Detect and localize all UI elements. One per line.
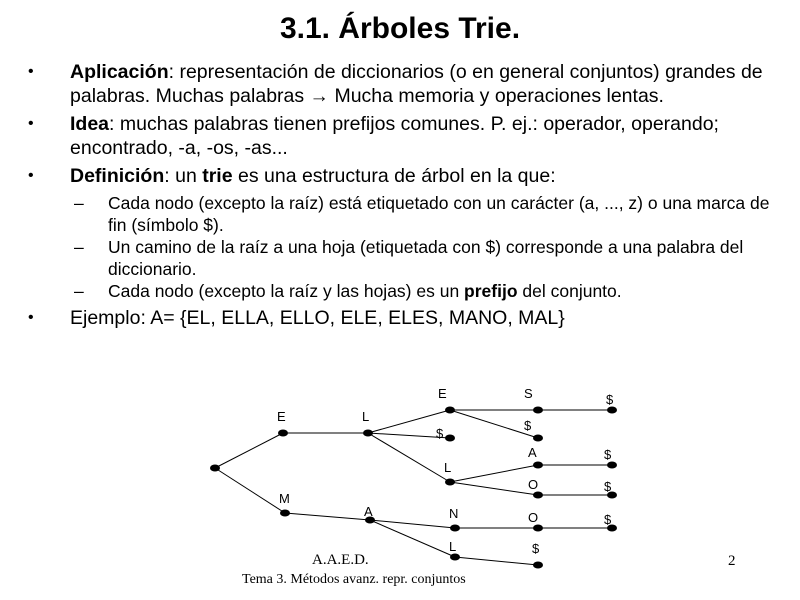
slide-title: 3.1. Árboles Trie. — [279, 12, 521, 45]
trie-node-label: O — [528, 510, 539, 525]
sub-text: del conjunto. — [517, 281, 622, 301]
trie-node-label: L — [362, 409, 370, 424]
trie-node-label: O — [528, 477, 539, 492]
trie-node-label: L — [449, 539, 457, 554]
bullet-text: : muchas palabras tienen prefijos comunes. P. ej.: operador, operando; encontrado, -a, -os, -as... — [70, 113, 719, 159]
trie-node-ele-end — [533, 435, 543, 442]
trie-edge — [215, 468, 285, 513]
trie-node-label: N — [449, 506, 459, 521]
trie-node-label: A — [528, 445, 537, 460]
sub-text: Un camino de la raíz a una hoja (etiquetada con $) corresponde a una palabra del diccionario. — [108, 237, 744, 279]
sub-text: Cada nodo (excepto la raíz y las hojas) es un — [108, 281, 465, 301]
bullet-term: trie — [202, 165, 233, 187]
trie-node-ell — [445, 479, 455, 486]
trie-edges — [215, 410, 612, 565]
trie-node-man — [450, 525, 460, 532]
bullet-text: es una estructura de árbol en la que: — [232, 165, 556, 187]
trie-node-label: E — [277, 409, 286, 424]
trie-node-mal — [450, 554, 460, 561]
trie-node-label: E — [438, 386, 447, 401]
trie-node-m — [280, 510, 290, 517]
trie-node-label: $ — [604, 479, 612, 494]
page-number: 2 — [728, 553, 736, 569]
dash-icon: – — [74, 237, 84, 257]
trie-node-label: A — [364, 504, 373, 519]
bullet-dot-icon: • — [28, 309, 34, 326]
trie-node-label: $ — [436, 426, 444, 441]
bullet-dot-icon: • — [28, 63, 34, 80]
trie-node-label: $ — [532, 541, 540, 556]
trie-edge — [215, 433, 283, 468]
bullet-text: : representación de diccionarios (o en general conjuntos) grandes de palabras. Muchas palabras → Mucha memoria y operaciones lentas. — [70, 61, 763, 107]
footer-course: A.A.E.D. — [312, 552, 369, 568]
bullet-text: : un — [164, 165, 203, 187]
sub-text: Cada nodo (excepto la raíz) está etiquetado con un carácter (a, ..., z) o una marca de fin (símbolo $). — [108, 193, 770, 235]
bullet-key: Idea — [70, 113, 110, 135]
trie-node-mal-end — [533, 562, 543, 569]
bullet-key: Aplicación — [70, 61, 169, 83]
trie-edge — [455, 557, 538, 565]
trie-edge — [285, 513, 370, 520]
trie-node-ello — [533, 492, 543, 499]
trie-node-eles — [533, 407, 543, 414]
trie-node-e — [278, 430, 288, 437]
trie-node-el — [363, 430, 373, 437]
trie-node-label: $ — [604, 447, 612, 462]
trie-node-eles-end — [607, 407, 617, 414]
dash-icon: – — [74, 193, 84, 213]
trie-node-label: L — [444, 460, 452, 475]
trie-node-label: $ — [524, 418, 532, 433]
bullet-text: Ejemplo: A= {EL, ELLA, ELLO, ELE, ELES, MANO, MAL} — [70, 307, 565, 329]
sub-term: prefijo — [464, 281, 518, 301]
trie-node-ella-end — [607, 462, 617, 469]
bullet-dot-icon: • — [28, 167, 34, 184]
trie-node-ele — [445, 407, 455, 414]
dash-icon: – — [74, 281, 84, 301]
trie-node-label: $ — [606, 392, 614, 407]
trie-edge — [370, 520, 455, 528]
footer-topic: Tema 3. Métodos avanz. repr. conjuntos — [242, 572, 466, 587]
trie-node-mano — [533, 525, 543, 532]
trie-node-label: S — [524, 386, 533, 401]
trie-node-ella — [533, 462, 543, 469]
bullet-dot-icon: • — [28, 115, 34, 132]
trie-edge — [450, 482, 538, 495]
bullet-key: Definición — [70, 165, 165, 187]
trie-node-el-end — [445, 435, 455, 442]
trie-edge — [370, 520, 455, 557]
trie-node-label: $ — [604, 512, 612, 527]
trie-nodes — [210, 386, 617, 569]
trie-edge — [450, 465, 538, 482]
trie-node-root — [210, 465, 220, 472]
trie-node-label: M — [279, 491, 290, 506]
